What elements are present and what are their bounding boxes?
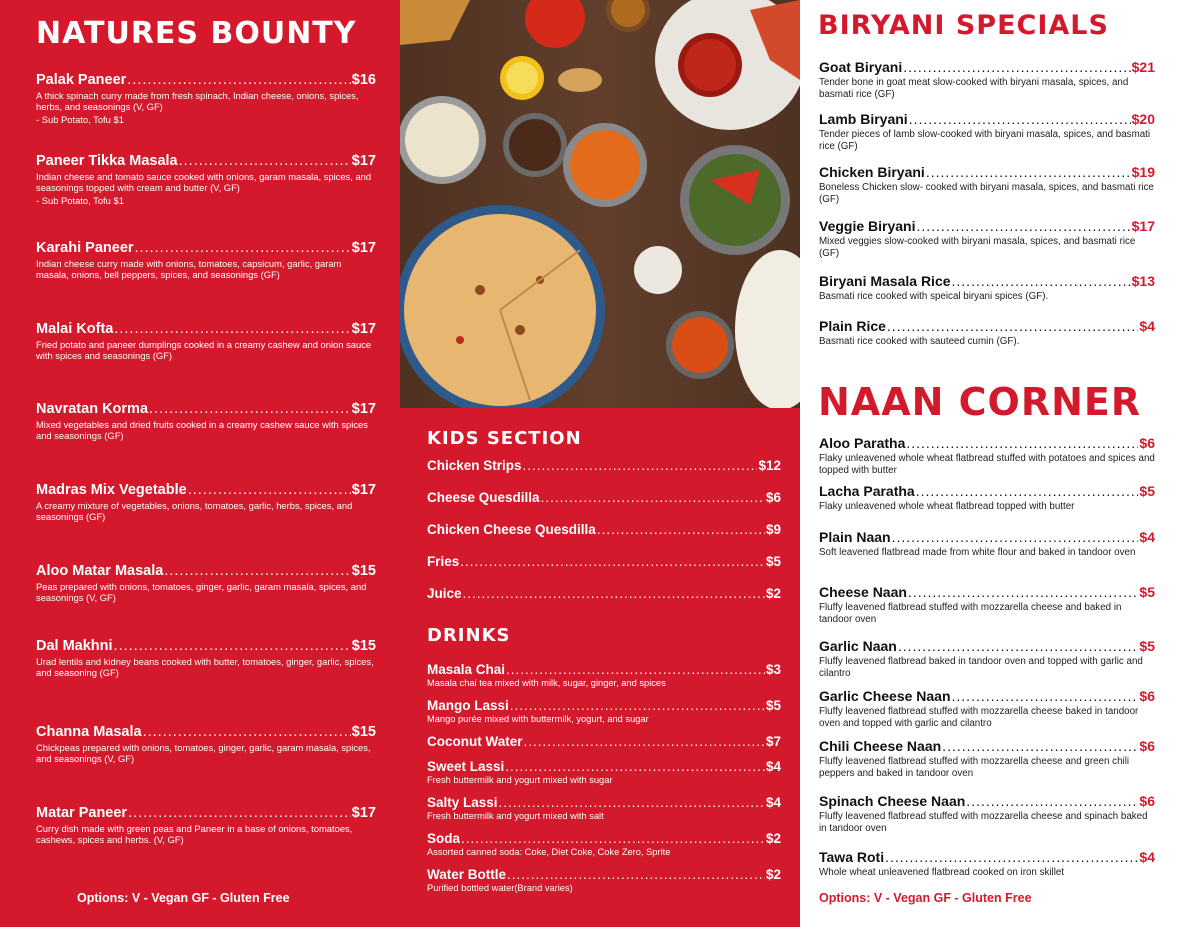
- item-desc: Chickpeas prepared with onions, tomatoes, ginger, garlic, garam masala, spices, and seasonings (V, GF): [36, 742, 371, 765]
- menu-item: [819, 849, 1155, 879]
- item-price: $6: [1139, 738, 1155, 754]
- natures-bounty-panel: [0, 0, 400, 927]
- item-name: Garlic Cheese Naan: [819, 688, 951, 704]
- menu-item: [819, 59, 1155, 100]
- item-name: Lamb Biryani: [819, 111, 908, 127]
- item-name: Chili Cheese Naan: [819, 738, 942, 754]
- menu-item: [427, 698, 781, 725]
- item-price: $17: [351, 401, 376, 417]
- item-desc: Boneless Chicken slow- cooked with biryani masala, spices, and basmati rice (GF): [819, 182, 1154, 205]
- options-legend: Options: V - Vegan GF - Gluten Free: [77, 891, 290, 905]
- menu-item: [427, 554, 781, 569]
- item-price: $4: [765, 759, 781, 774]
- item-price: $12: [758, 458, 781, 473]
- item-name: Aloo Paratha: [819, 435, 906, 451]
- menu-item: [819, 738, 1155, 779]
- item-name: Matar Paneer: [36, 805, 128, 821]
- menu-item: [427, 831, 781, 858]
- item-price: $2: [765, 831, 781, 846]
- item-price: $17: [351, 240, 376, 256]
- menu-item: [36, 240, 376, 280]
- item-name: Navratan Korma: [36, 401, 149, 417]
- menu-item: [819, 318, 1155, 348]
- menu-item: [36, 482, 376, 522]
- item-price: $2: [765, 867, 781, 882]
- item-name: Karahi Paneer: [36, 240, 134, 256]
- item-price: $17: [351, 321, 376, 337]
- item-price: $17: [351, 805, 376, 821]
- menu-item: [427, 734, 781, 749]
- item-desc: Flaky unleavened whole wheat flatbread topped with butter: [819, 501, 1075, 512]
- item-name: Garlic Naan: [819, 638, 897, 654]
- item-name: Chicken Cheese Quesdilla: [427, 522, 596, 537]
- item-name: Juice: [427, 586, 462, 601]
- menu-item: [36, 153, 376, 206]
- item-desc: Basmati rice cooked with sauteed cumin (GF).: [819, 336, 1020, 347]
- item-name: Goat Biryani: [819, 59, 903, 75]
- item-price: $15: [351, 638, 376, 654]
- menu-item: [427, 867, 781, 894]
- item-desc: Assorted canned soda: Coke, Diet Coke, Coke Zero, Sprite: [427, 847, 671, 857]
- item-desc: Mixed vegetables and dried fruits cooked in a creamy cashew sauce with spices and seasonings (GF): [36, 419, 368, 442]
- menu-item: [36, 724, 376, 764]
- item-price: $4: [1139, 318, 1155, 334]
- item-desc: Indian cheese curry made with onions, tomatoes, capsicum, garlic, garam masala, onions, bell peppers, spices, and seasonings (GF): [36, 258, 342, 281]
- item-price: $4: [1139, 529, 1155, 545]
- item-name: Channa Masala: [36, 724, 142, 740]
- item-price: $5: [1139, 638, 1155, 654]
- item-name: Dal Makhni: [36, 638, 113, 654]
- item-desc: Mango purée mixed with buttermilk, yogurt, and sugar: [427, 714, 649, 724]
- item-price: $13: [1131, 273, 1155, 289]
- menu-item: [819, 435, 1155, 476]
- natures-bounty-title: NATURES BOUNTY: [36, 16, 357, 51]
- item-name: Lacha Paratha: [819, 483, 915, 499]
- item-price: $17: [351, 482, 376, 498]
- item-price: $21: [1131, 59, 1155, 75]
- menu-item: [427, 490, 781, 505]
- item-desc: Peas prepared with onions, tomatoes, ginger, garlic, garam masala, spices, and seasonings (V, GF): [36, 581, 367, 604]
- menu-item: [427, 586, 781, 601]
- item-note: - Sub Potato, Tofu $1: [36, 195, 124, 207]
- menu-item: [427, 795, 781, 822]
- item-desc: Tender bone in goat meat slow-cooked with biryani masala, spices, and basmati rice (GF): [819, 77, 1129, 100]
- item-price: $7: [765, 734, 781, 749]
- item-price: $5: [1139, 584, 1155, 600]
- biryani-naan-panel: [800, 0, 1200, 927]
- item-desc: Basmati rice cooked with speical biryani spices (GF).: [819, 291, 1049, 302]
- item-desc: Masala chai tea mixed with milk, sugar, ginger, and spices: [427, 678, 666, 688]
- item-price: $5: [765, 554, 781, 569]
- item-note: - Sub Potato, Tofu $1: [36, 114, 124, 126]
- menu-item: [819, 793, 1155, 834]
- menu-item: [819, 111, 1155, 152]
- naan-corner-title: NAAN CORNER: [818, 380, 1142, 424]
- item-name: Soda: [427, 831, 461, 846]
- menu-item: [427, 458, 781, 473]
- item-name: Aloo Matar Masala: [36, 563, 164, 579]
- item-price: $4: [765, 795, 781, 810]
- item-price: $17: [351, 153, 376, 169]
- item-desc: Fluffy leavened flatbread stuffed with mozzarella cheese and spinach baked in tandoor oven: [819, 811, 1148, 834]
- item-name: Malai Kofta: [36, 321, 114, 337]
- food-photo: [400, 0, 800, 408]
- menu-item: [819, 529, 1155, 559]
- item-desc: Purified bottled water(Brand varies): [427, 883, 573, 893]
- item-name: Plain Rice: [819, 318, 886, 334]
- item-name: Mango Lassi: [427, 698, 509, 713]
- item-price: $6: [1139, 688, 1155, 704]
- item-price: $6: [1139, 435, 1155, 451]
- menu-item: [427, 522, 781, 537]
- item-desc: A creamy mixture of vegetables, onions, tomatoes, garlic, herbs, spices, and seasonings (GF): [36, 500, 353, 523]
- menu-item: [819, 688, 1155, 729]
- item-desc: A thick spinach curry made from fresh spinach, Indian cheese, onions, spices, herbs, and seasonings (V, GF): [36, 90, 359, 113]
- item-price: $4: [1139, 849, 1155, 865]
- item-desc: Fresh buttermilk and yogurt mixed with sugar: [427, 775, 613, 785]
- item-name: Cheese Quesdilla: [427, 490, 540, 505]
- item-name: Spinach Cheese Naan: [819, 793, 966, 809]
- item-desc: Fresh buttermilk and yogurt mixed with salt: [427, 811, 604, 821]
- kids-drinks-panel: [400, 0, 800, 927]
- item-name: Coconut Water: [427, 734, 523, 749]
- item-name: Masala Chai: [427, 662, 506, 677]
- menu-item: [819, 483, 1155, 513]
- item-name: Veggie Biryani: [819, 218, 916, 234]
- drinks-title: DRINKS: [427, 625, 511, 646]
- item-price: $15: [351, 563, 376, 579]
- item-desc: Flaky unleavened whole wheat flatbread stuffed with potatoes and spices and topped with butter: [819, 453, 1155, 476]
- item-name: Tawa Roti: [819, 849, 885, 865]
- item-price: $20: [1131, 111, 1155, 127]
- item-name: Biryani Masala Rice: [819, 273, 951, 289]
- item-name: Sweet Lassi: [427, 759, 505, 774]
- menu-item: [819, 273, 1155, 303]
- menu-item: [819, 584, 1155, 625]
- menu-item: [819, 638, 1155, 679]
- item-price: $9: [765, 522, 781, 537]
- item-name: Salty Lassi: [427, 795, 498, 810]
- menu-item: [36, 401, 376, 441]
- menu-item: [819, 164, 1155, 205]
- item-desc: Fried potato and paneer dumplings cooked in a creamy cashew and onion sauce with spices and seasonings (GF): [36, 339, 372, 362]
- item-price: $6: [1139, 793, 1155, 809]
- item-name: Fries: [427, 554, 460, 569]
- menu-item: [36, 321, 376, 361]
- item-name: Chicken Strips: [427, 458, 522, 473]
- menu-item: [36, 805, 376, 845]
- item-name: Plain Naan: [819, 529, 891, 545]
- item-desc: Mixed veggies slow-cooked with biryani masala, spices, and basmati rice (GF): [819, 236, 1136, 259]
- menu-item: [427, 759, 781, 786]
- item-price: $19: [1131, 164, 1155, 180]
- menu-item: [36, 563, 376, 603]
- item-price: $5: [1139, 483, 1155, 499]
- item-price: $5: [765, 698, 781, 713]
- item-price: $6: [765, 490, 781, 505]
- item-desc: Fluffy leavened flatbread baked in tandoor oven and topped with garlic and cilantro: [819, 656, 1143, 679]
- kids-section-title: KIDS SECTION: [427, 428, 582, 449]
- item-desc: Whole wheat unleavened flatbread cooked on iron skillet: [819, 867, 1065, 878]
- item-name: Madras Mix Vegetable: [36, 482, 187, 498]
- item-name: Cheese Naan: [819, 584, 907, 600]
- item-name: Chicken Biryani: [819, 164, 925, 180]
- food-spread-image: [400, 0, 800, 408]
- options-legend: Options: V - Vegan GF - Gluten Free: [819, 891, 1032, 905]
- item-name: Water Bottle: [427, 867, 507, 882]
- item-price: $3: [765, 662, 781, 677]
- item-name: Paneer Tikka Masala: [36, 153, 178, 169]
- item-price: $15: [351, 724, 376, 740]
- item-desc: Urad lentils and kidney beans cooked with butter, tomatoes, ginger, garlic, spices, and seasoning (GF): [36, 656, 374, 679]
- item-desc: Fluffy leavened flatbread stuffed with mozzarella cheese and green chili peppers and baked in tandoor oven: [819, 756, 1130, 779]
- item-desc: Curry dish made with green peas and Paneer in a base of onions, tomatoes, cashews, spices and herbs. (V, GF): [36, 823, 353, 846]
- item-price: $2: [765, 586, 781, 601]
- menu-item: [36, 638, 376, 678]
- menu-item: [427, 662, 781, 689]
- item-price: $17: [1131, 218, 1155, 234]
- menu-item: [36, 72, 376, 125]
- item-desc: Fluffy leavened flatbread stuffed with mozzarella cheese and baked in tandoor oven: [819, 602, 1122, 625]
- item-price: $16: [351, 72, 376, 88]
- biryani-specials-title: BIRYANI SPECIALS: [818, 10, 1109, 41]
- item-name: Palak Paneer: [36, 72, 127, 88]
- item-desc: Tender pieces of lamb slow-cooked with biryani masala, spices, and basmati rice (GF): [819, 129, 1151, 152]
- item-desc: Fluffy leavened flatbread stuffed with mozzarella cheese baked in tandoor oven and topped with garlic and cilantro: [819, 706, 1139, 729]
- menu-item: [819, 218, 1155, 259]
- item-desc: Soft leavened flatbread made from white flour and baked in tandoor oven: [819, 547, 1136, 558]
- item-desc: Indian cheese and tomato sauce cooked with onions, garam masala, spices, and seasonings topped with cream and butter (V, GF): [36, 171, 372, 194]
